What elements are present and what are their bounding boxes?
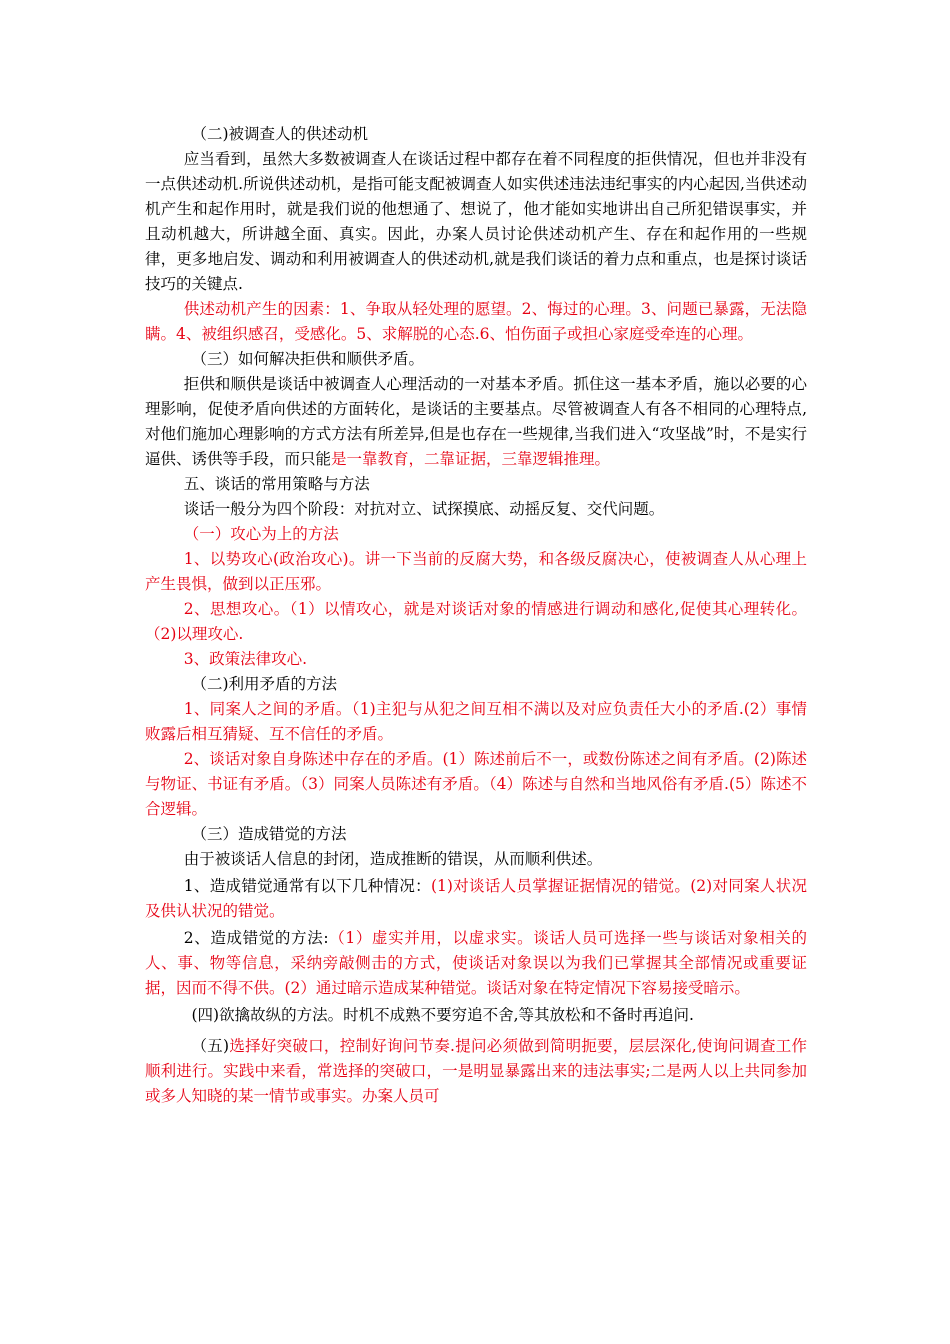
paragraph-p4 (145, 347, 807, 372)
text-segment: 由于被谈话人信息的封闭，造成推断的错误，从而顺利供述。 (183, 850, 603, 868)
text-segment: (四)欲擒故纵的方法。时机不成熟不要穷追不舍,等其放松和不备时再追问. (191, 1006, 694, 1024)
paragraph-p12 (145, 672, 807, 697)
paragraph-p13 (145, 697, 807, 747)
text-segment: （三）造成错觉的方法 (191, 825, 347, 843)
text-segment: （五) (191, 1037, 230, 1055)
paragraph-p10 (145, 597, 807, 647)
paragraph-p7 (145, 497, 807, 522)
paragraph-p20 (145, 1034, 807, 1109)
text-segment: 1、同案人之间的矛盾。（1)主犯与从犯之间互相不满以及对应负责任大小的矛盾.(2）事情败露后相互猜疑、互不信任的矛盾。 (145, 700, 807, 743)
text-segment: （二)利用矛盾的方法 (191, 675, 338, 693)
text-segment: 2、思想攻心。（1）以情攻心，就是对谈话对象的情感进行调动和感化,促使其心理转化。（2)以理攻心. (145, 600, 807, 643)
text-segment: 谈话一般分为四个阶段：对抗对立、试探摸底、动摇反复、交代问题。 (183, 500, 665, 518)
paragraph-p9 (145, 547, 807, 597)
paragraph-p14 (145, 747, 807, 822)
paragraph-p16 (145, 847, 807, 872)
paragraph-p15 (145, 822, 807, 847)
text-segment: （三）如何解决拒供和顺供矛盾。 (191, 350, 425, 368)
text-segment: 是一靠教育，二靠证据，三靠逻辑推理。 (331, 450, 611, 468)
paragraph-p2 (145, 147, 807, 297)
text-segment: 1、造成错觉通常有以下几种情况： (183, 877, 431, 895)
paragraph-p18 (145, 926, 807, 1001)
text-segment: 选择好突破口，控制好询问节奏.提问必须做到简明扼要，层层深化,使询问调查工作顺利进行。实践中来看，常选择的突破口，一是明显暴露出来的违法事实;二是两人以上共同参加或多人知晓的某一情节或事实。办案人员可 (145, 1037, 807, 1105)
text-segment: 3、政策法律攻心. (183, 650, 308, 668)
text-segment: 五、谈话的常用策略与方法 (183, 475, 370, 493)
paragraph-p3 (145, 297, 807, 347)
text-segment: (1)对谈话人员掌握证据情况的错觉。(2)对同案人状况及供认状况的错觉。 (145, 877, 807, 920)
paragraph-p11 (145, 647, 807, 672)
paragraph-p6 (145, 472, 807, 497)
text-segment: 2、造成错觉的方法: (183, 929, 329, 947)
paragraph-p1 (145, 122, 807, 147)
text-segment: 2、谈话对象自身陈述中存在的矛盾。(1）陈述前后不一，或数份陈述之间有矛盾。(2)陈述与物证、书证有矛盾。（3）同案人员陈述有矛盾。（4）陈述与自然和当地风俗有矛盾.(5）陈述不合逻辑。 (145, 750, 807, 818)
paragraph-p19 (145, 1003, 807, 1028)
text-segment: 拒供和顺供是谈话中被调查人心理活动的一对基本矛盾。抓住这一基本矛盾，施以必要的心理影响，促使矛盾向供述的方面转化，是谈话的主要基点。尽管被调查人有各不相同的心理特点,对他们施加心理影响的方式方法有所差异,但是也存在一些规律,当我们进入“攻坚战”时，不是实行逼供、诱供等手段，而只能 (145, 375, 807, 468)
text-segment: （1）虚实并用，以虚求实。谈话人员可选择一些与谈话对象相关的人、事、物等信息，采纳旁敲侧击的方式，使谈话对象误以为我们已掌握其全部情况或重要证据，因而不得不供。(2）通过暗示造成某种错觉。谈话对象在特定情况下容易接受暗示。 (145, 929, 807, 997)
document-body (145, 122, 807, 1109)
text-segment: （二)被调查人的供述动机 (191, 125, 369, 143)
text-segment: 供述动机产生的因素：1、争取从轻处理的愿望。2、悔过的心理。3、问题已暴露，无法隐瞒。4、被组织感召，受感化。5、求解脱的心态.6、怕伤面子或担心家庭受牵连的心理。 (145, 300, 807, 343)
paragraph-p8 (145, 522, 807, 547)
text-segment: （一）攻心为上的方法 (183, 525, 339, 543)
paragraph-p17 (145, 874, 807, 924)
text-segment: 1、以势攻心(政治攻心)。讲一下当前的反腐大势，和各级反腐决心，使被调查人从心理上产生畏惧，做到以正压邪。 (145, 550, 807, 593)
text-segment: 应当看到，虽然大多数被调查人在谈话过程中都存在着不同程度的拒供情况，但也并非没有一点供述动机.所说供述动机，是指可能支配被调查人如实供述违法违纪事实的内心起因,当供述动机产生和起作用时，就是我们说的他想通了、想说了，他才能如实地讲出自己所犯错误事实，并且动机越大，所讲越全面、真实。因此，办案人员讨论供述动机产生、存在和起作用的一些规律，更多地启发、调动和利用被调查人的供述动机,就是我们谈话的着力点和重点，也是探讨谈话技巧的关键点. (145, 150, 807, 293)
paragraph-p5 (145, 372, 807, 472)
